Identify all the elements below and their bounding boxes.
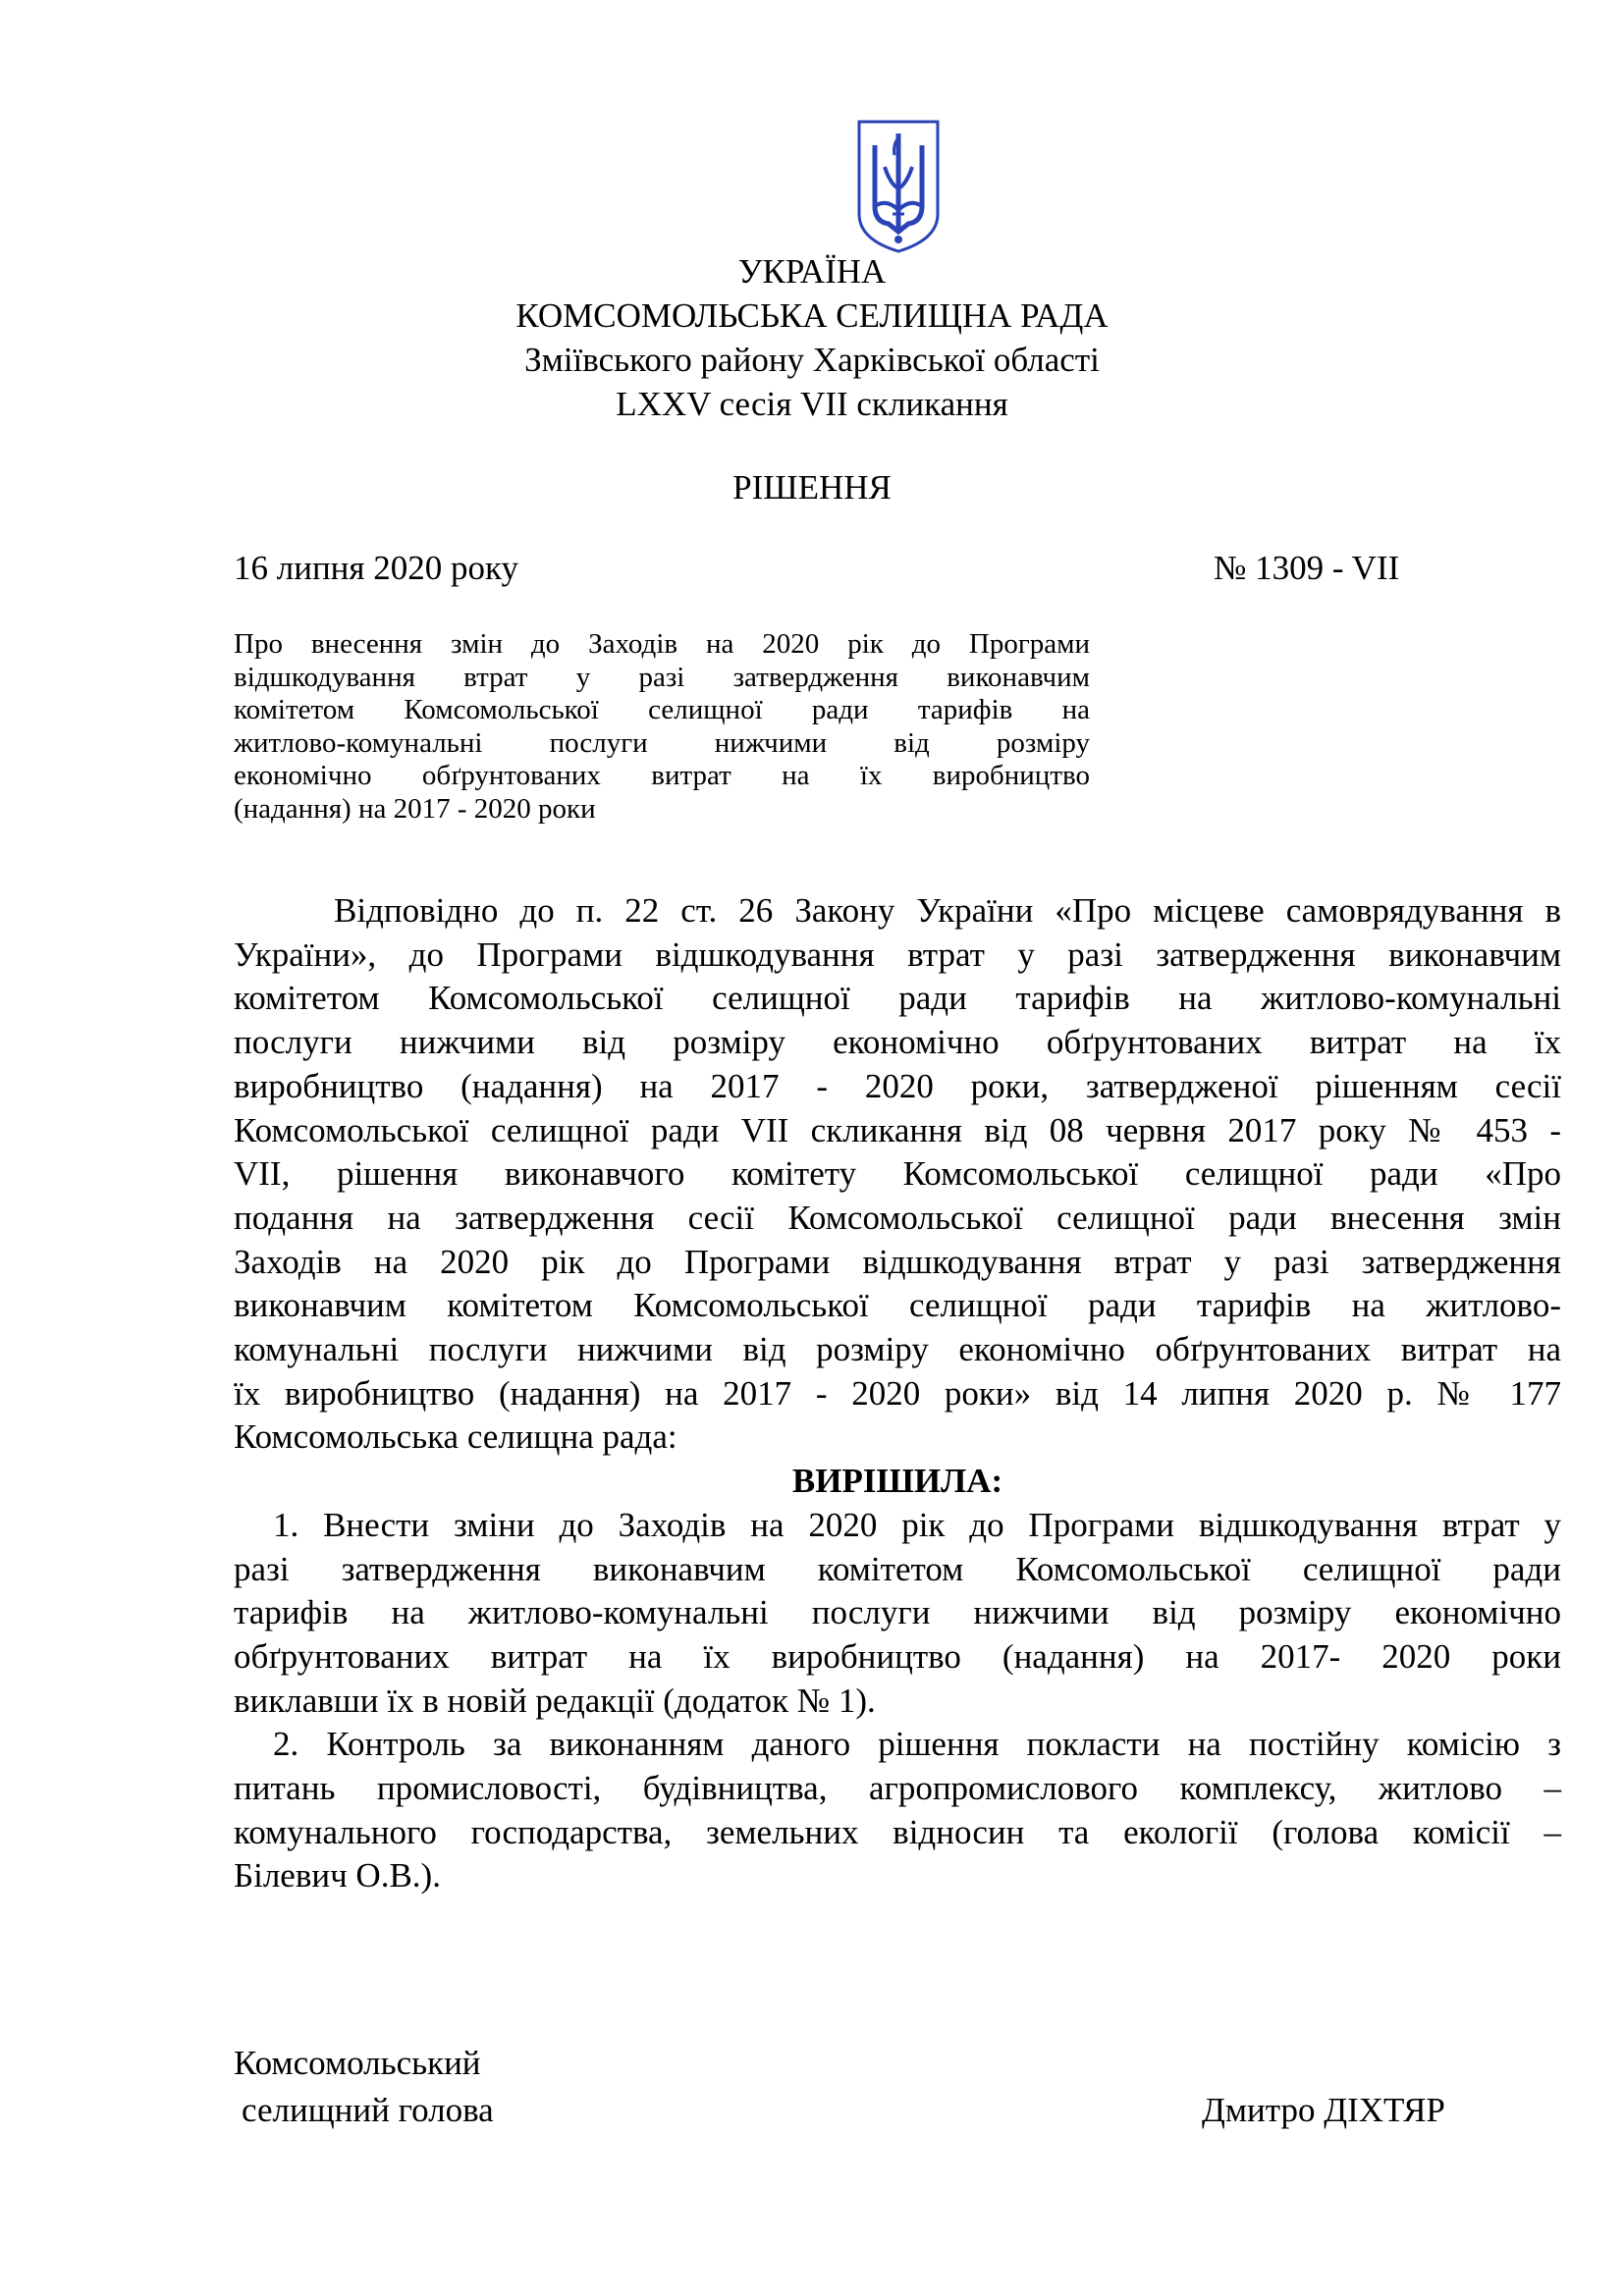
decision-item-2: [234, 1723, 1561, 1898]
subject-line: Про внесення змін до Заходів на 2020 рік до Програми: [234, 628, 1090, 660]
item-line: комунального господарства, земельних відносин та екології (голова комісії –: [234, 1812, 1561, 1851]
subject-line: (надання) на 2017 - 2020 роки: [234, 792, 596, 825]
decided-heading: ВИРІШИЛА:: [791, 1462, 1003, 1501]
preamble-line: комунальні послуги нижчими від розміру економічно обґрунтованих витрат на: [234, 1330, 1561, 1369]
item-line: 2. Контроль за виконанням даного рішення покласти на постійну комісію з: [273, 1725, 1561, 1764]
item-line: 1. Внести зміни до Заходів на 2020 рік до Програми відшкодування втрат у: [273, 1505, 1561, 1544]
subject-line: житлово-комунальні послуги нижчими від розміру: [234, 726, 1090, 759]
preamble-line: Відповідно до п. 22 ст. 26 Закону України «Про місцеве самоврядування в: [334, 891, 1561, 930]
decision-number: № 1309 - VII: [1214, 549, 1400, 587]
header-session: LXXV сесія VII скликання: [616, 385, 1008, 423]
preamble-line: комітетом Комсомольської селищної ради тарифів на житлово-комунальні: [234, 979, 1561, 1018]
preamble-paragraph: [234, 889, 1561, 1460]
preamble-line: їх виробництво (надання) на 2017 - 2020 роки» від 14 липня 2020 р. № 177: [234, 1373, 1561, 1413]
item-line: питань промисловості, будівництва, агропромислового комплексу, житлово –: [234, 1769, 1561, 1808]
signatory-position: [234, 2040, 494, 2134]
decision-body: [234, 889, 1561, 1898]
subject-line: економічно обґрунтованих витрат на їх виробництво: [234, 760, 1090, 791]
decision-item-1: [234, 1504, 1561, 1724]
preamble-line: виконавчим комітетом Комсомольської селищної ради тарифів на житлово-: [234, 1286, 1561, 1325]
item-line: виклавши їх в новій редакції (додаток № 1).: [234, 1681, 876, 1720]
document-header: [0, 249, 1624, 426]
subject-line: відшкодування втрат у разі затвердження виконавчим: [234, 661, 1090, 693]
coat-of-arms-of-ukraine-icon: [853, 116, 944, 255]
preamble-line: Комсомольської селищної ради VII скликання від 08 червня 2017 року № 453 -: [234, 1110, 1561, 1149]
signatory-position-line2: селищний голова: [242, 2091, 494, 2129]
signatory-position-line1: Комсомольський: [234, 2044, 481, 2082]
document-type-title: РІШЕННЯ: [732, 468, 892, 507]
preamble-line: України», до Програми відшкодування втрат у разі затвердження виконавчим: [234, 934, 1561, 974]
decision-date: 16 липня 2020 року: [234, 549, 519, 587]
signatory-name: Дмитро ДІХТЯР: [1202, 2091, 1445, 2129]
preamble-line: подання на затвердження сесії Комсомольської селищної ради внесення змін: [234, 1198, 1561, 1237]
preamble-line: виробництво (надання) на 2017 - 2020 роки, затвердженої рішенням сесії: [234, 1066, 1561, 1105]
item-line: обґрунтованих витрат на їх виробництво (надання) на 2017- 2020 роки: [234, 1636, 1561, 1676]
preamble-line: VII, рішення виконавчого комітету Комсомольської селищної ради «Про: [234, 1154, 1561, 1194]
preamble-line: послуги нижчими від розміру економічно обґрунтованих витрат на їх: [234, 1023, 1561, 1062]
preamble-line: Комсомольська селищна рада:: [234, 1417, 677, 1457]
preamble-line: Заходів на 2020 рік до Програми відшкодування втрат у разі затвердження: [234, 1242, 1561, 1281]
decision-subject: [234, 628, 1090, 826]
header-district: Зміївського району Харківської області: [524, 341, 1100, 379]
item-line: тарифів на житлово-комунальні послуги нижчими від розміру економічно: [234, 1593, 1561, 1632]
header-country: УКРАЇНА: [737, 252, 887, 291]
item-line: Білевич О.В.).: [234, 1856, 441, 1896]
item-line: разі затвердження виконавчим комітетом Комсомольської селищної ради: [234, 1549, 1561, 1588]
subject-line: комітетом Комсомольської селищної ради тарифів на: [234, 694, 1090, 725]
header-council: КОМСОМОЛЬСЬКА СЕЛИЩНА РАДА: [515, 296, 1109, 335]
